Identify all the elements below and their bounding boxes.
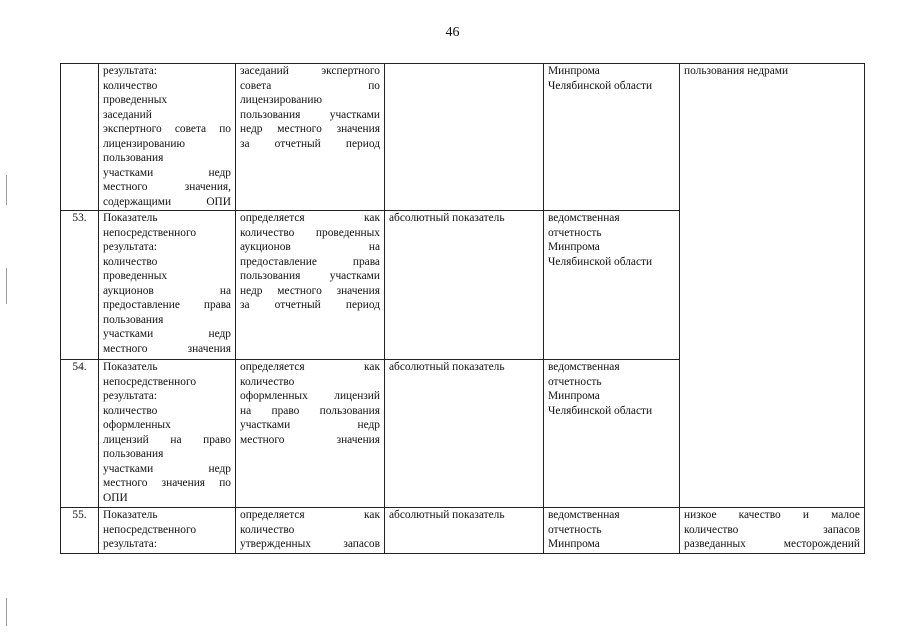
indicator-name: Показатель непосредственного результата: количество оформленных лицензий на право пользования участками недр местного значения по ОПИ bbox=[103, 361, 231, 504]
data-source-cell bbox=[544, 360, 680, 508]
data-source: ведомственная отчетность Минпрома bbox=[548, 509, 620, 550]
row-number-cell bbox=[61, 360, 99, 508]
calculation-method: заседаний экспертного совета по лицензированию пользования участками недр местного значения за отчетный период bbox=[240, 65, 380, 150]
notes: низкое качество и малое количество запасов разведанных месторождений bbox=[684, 509, 860, 550]
indicator-type-cell bbox=[385, 508, 544, 554]
indicator-name-cell bbox=[99, 211, 236, 360]
indicator-name: результата: количество проведенных заседаний экспертного совета по лицензированию пользования участками недр местного значения, содержащими ОПИ bbox=[103, 65, 231, 208]
indicator-name: Показатель непосредственного результата: количество проведенных аукционов на предоставление права пользования участками недр местного значения bbox=[103, 212, 231, 355]
calculation-method: определяется как количество оформленных лицензий на право пользования участками недр местного значения bbox=[240, 361, 380, 446]
calculation-method: определяется как количество проведенных аукционов на предоставление права пользования участками недр местного значения за отчетный период bbox=[240, 212, 380, 311]
notes-cell bbox=[680, 64, 865, 508]
page-number: 46 bbox=[445, 25, 460, 40]
indicators-table bbox=[60, 63, 865, 554]
table-row bbox=[61, 508, 865, 554]
data-source-cell bbox=[544, 211, 680, 360]
margin-mark bbox=[6, 175, 7, 205]
indicator-type: абсолютный показатель bbox=[389, 509, 505, 521]
calculation-method-cell bbox=[236, 508, 385, 554]
indicator-name-cell bbox=[99, 508, 236, 554]
indicator-name-cell bbox=[99, 64, 236, 211]
calculation-method-cell bbox=[236, 211, 385, 360]
table-row bbox=[61, 64, 865, 211]
notes-cell bbox=[680, 508, 865, 554]
indicator-type-cell bbox=[385, 360, 544, 508]
row-number-cell bbox=[61, 64, 99, 211]
data-source: ведомственная отчетность Минпрома Челябинской области bbox=[548, 361, 653, 417]
calculation-method-cell bbox=[236, 64, 385, 211]
data-source-cell bbox=[544, 508, 680, 554]
data-source-cell bbox=[544, 64, 680, 211]
row-number-cell bbox=[61, 211, 99, 360]
indicator-type: абсолютный показатель bbox=[389, 212, 505, 224]
calculation-method: определяется как количество утвержденных запасов bbox=[240, 509, 380, 550]
row-number: 55. bbox=[72, 509, 87, 521]
calculation-method-cell bbox=[236, 360, 385, 508]
notes: пользования недрами bbox=[684, 65, 789, 77]
row-number-cell bbox=[61, 508, 99, 554]
data-source: ведомственная отчетность Минпрома Челябинской области bbox=[548, 212, 653, 268]
indicator-type: абсолютный показатель bbox=[389, 361, 505, 373]
data-source: Минпрома Челябинской области bbox=[548, 65, 653, 92]
row-number: 54. bbox=[72, 361, 87, 373]
indicator-name-cell bbox=[99, 360, 236, 508]
margin-mark bbox=[6, 268, 7, 304]
indicator-type-cell bbox=[385, 211, 544, 360]
indicator-type-cell bbox=[385, 64, 544, 211]
margin-mark bbox=[6, 598, 7, 626]
row-number: 53. bbox=[72, 212, 87, 224]
indicator-name: Показатель непосредственного результата: bbox=[103, 509, 197, 550]
